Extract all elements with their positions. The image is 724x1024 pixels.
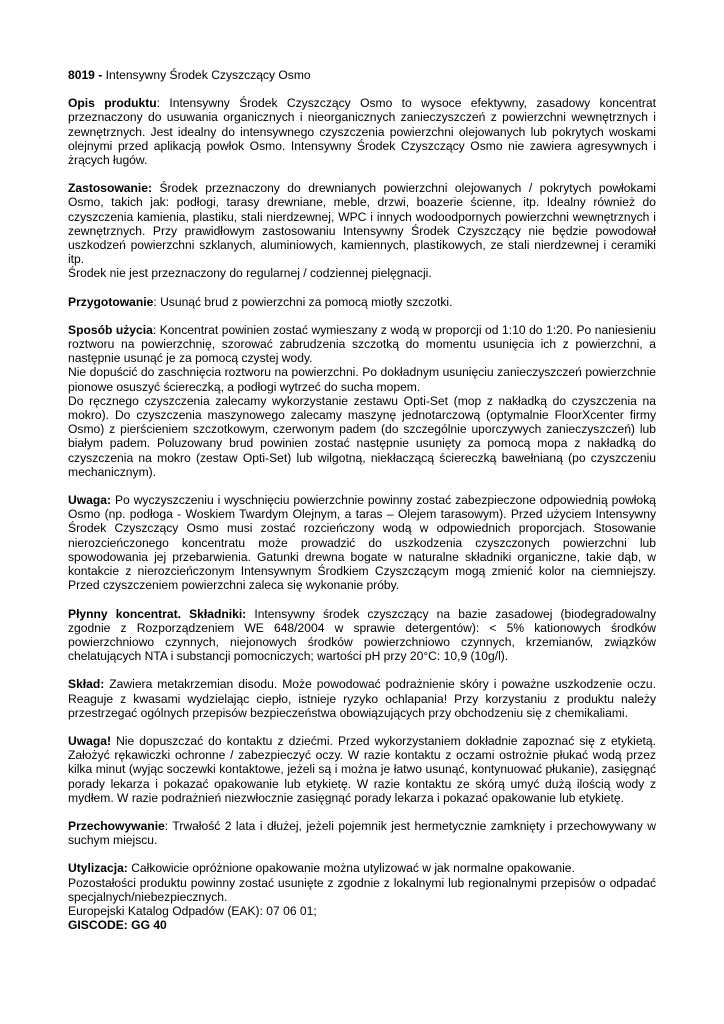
zastosowanie-para [68,181,656,266]
zastosowanie-note: Środek nie jest przeznaczony do regularnej / codziennej pielęgnacji. [68,266,432,281]
section-przygotowanie-label: Przygotowanie [68,294,154,309]
sposob-text-1: : Koncentrat powinien zostać wymieszany z wodą w proporcji od 1:10 do 1:20. Po naniesieniu roztworu na powierzchnię, szorować zabrudzenia szczotką do momentu usunięcia ich z powierzchni, a następnie usunąć je za pomocą czystej wody. [68,322,656,366]
section-plynny-koncentrat [68,607,656,664]
section-przechowywanie-label: Przechowywanie [68,818,165,833]
utylizacja-text-1: Całkowicie opróżnione opakowanie można utylizować w jak normalne opakowanie. [127,861,575,876]
section-sposob [68,323,656,479]
utylizacja-para-3: Europejski Katalog Odpadów (EAK): 07 06 01; [68,903,317,918]
section-sklad-label: Skład: [68,677,105,692]
giscode [68,918,656,932]
section-opis-label: Opis produktu [68,96,157,111]
section-sklad-text: Zawiera metakrzemian disodu. Może powodować podrażnienie skóry i poważne uszkodzenie oczu. Reaguje z kwasami wydzielając ciepło, istnieje ryzyko ochlapania! Przy korzystaniu z produktu należy przestrzegać ogólnych przepisów bezpieczeństwa obowiązujących przy obchodzeniu się z chemikaliami. [68,677,656,720]
section-opis-text: : Intensywny Środek Czyszczący Osmo to wysoce efektywny, zasadowy koncentrat przeznaczony do usuwania organicznych i nieorganicznych zanieczyszczeń z powierzchni wewnętrznych i zewnętrznych. Jest idealny do intensywnego czyszczenia powierzchni olejowanych lub pokrytych woskami olejnymi przed aplikacją powłok Osmo. Intensywny Środek Czyszczący Osmo nie zawiera agresywnych i żrących ługów. [68,96,656,168]
document-body [68,68,656,946]
section-utylizacja [68,861,656,932]
product-name: Intensywny Środek Czyszczący Osmo [102,68,311,82]
product-title [68,68,656,82]
section-zastosowanie-label: Zastosowanie: [68,181,153,196]
section-plynny-text: Intensywny środek czyszczący na bazie zasadowej (biodegradowalny zgodnie z Rozporządzeniem WE 648/2004 w sprawie detergentów): < 5% kationowych środków powierzchniowo czynnych, niejonowych środków powierzchniowo czynnych, krzemianów, związków chelatujących NTA i substancji pomocniczych; wartości pH przy 20°C: 10,9 (10g/l). [68,606,656,664]
product-code: 8019 - [68,68,103,82]
section-uwaga [68,493,656,592]
sposob-para-2: Nie dopuścić do zaschnięcia roztworu na powierzchni. Po dokładnym usunięciu zanieczyszczeń powierzchnie pionowe osuszyć ściereczką, a podłogi wytrzeć do sucha mopem. [68,365,656,394]
utylizacja-para-2: Pozostałości produktu powinny zostać usunięte z zgodnie z lokalnymi lub regionalnymi przepisów o odpadać specjalnych/niebezpiecznych. [68,875,656,904]
section-przygotowanie [68,295,656,309]
section-opis [68,96,656,167]
section-przygotowanie-text: : Usunąć brud z powierzchni za pomocą miotły szczotki. [153,294,453,309]
section-uwaga-label: Uwaga: [68,493,112,508]
giscode-text: GISCODE: GG 40 [68,918,167,933]
section-uwaga-warning-text: Nie dopuszczać do kontaktu z dziećmi. Przed wykorzystaniem dokładnie zapoznać się z etykietą. Założyć rękawiczki ochronne / zabezpieczyć oczy. W razie kontaktu z oczami ostrożnie płukać wodą przez kilka minut (wyjąc soczewki kontaktowe, jeżeli są i można je łatwo usunąć, kontynuować płukanie), zasięgnąć porady lekarza i pokazać opakowanie lub etykietę. W razie kontaktu ze skórą umyć dużą ilością wody z mydłem. W razie podrażnień niezwłocznie zasięgnąć porady lekarza i pokazać opakowanie lub etykietę. [68,733,656,805]
sposob-para-3: Do ręcznego czyszczenia zalecamy wykorzystanie zestawu Opti-Set (mop z nakładką do czyszczenia na mokro). Do czyszczenia maszynowego zalecamy maszynę jednotarczową (optymalnie FloorXcenter firmy Osmo) z pierścieniem szczotkowym, czerwonym padem (do szczególnie uporczywych zanieczyszczeń) lub białym padem. Poluzowany brud powinien zostać następnie usunięty za pomocą mopa z nakładką do czyszczenia na mokro (zestaw Opti-Set) lub wilgotną, niekłaczącą ściereczką bawełnianą (po czyszczeniu mechanicznym). [68,393,656,479]
section-plynny-label: Płynny koncentrat. Składniki: [68,606,247,621]
section-przechowywanie [68,819,656,847]
section-uwaga-warning-label: Uwaga! [68,733,112,748]
sposob-para-1 [68,323,656,366]
section-sposob-label: Sposób użycia [68,322,153,337]
section-zastosowanie-text: Środek przeznaczony do drewnianych powierzchni olejowanych / pokrytych powłokami Osmo, takich jak: podłogi, tarasy drewniane, meble, drzwi, boazerie ścienne, itp. Idealny również do czyszczenia kamienia, plastiku, stali nierdzewnej, WPC i innych wodoodpornych powierzchni wewnętrznych i zewnętrznych. Przy prawidłowym zastosowaniu Intensywny Środek Czyszczący nie będzie powodował uszkodzeń powierzchni szklanych, aluminiowych, kamiennych, plastikowych, ze stali nierdzewnej i ceramiki itp. [68,181,656,267]
section-przechowywanie-text: : Trwałość 2 lata i dłużej, jeżeli pojemnik jest hermetycznie zamknięty i przechowywany w suchym miejscu. [68,818,656,848]
section-sklad [68,677,656,720]
section-utylizacja-label: Utylizacja: [68,861,128,876]
section-uwaga-warning [68,734,656,805]
section-zastosowanie [68,181,656,280]
section-uwaga-text: Po wyczyszczeniu i wyschnięciu powierzchnie powinny zostać zabezpieczone odpowiednią powłoką Osmo (np. podłoga - Woskiem Twardym Olejnym, a taras – Olejem tarasowym). Przed użyciem Intensywny Środek Czyszczący Osmo musi zostać rozcieńczony wodą w odpowiednich proporcjach. Stosowanie nierozcieńczonego koncentratu może prowadzić do uszkodzenia czyszczonych powierzchni lub spowodowania jej przebarwienia. Gatunki drewna bogate w naturalne składniki organiczne, takie dąb, w kontakcie z nierozcieńczonym Intensywnym Środkiem Czyszczącym mogą zmienić kolor na ciemniejszy. Przed czyszczeniem powierzchni zaleca się wykonanie próby. [68,493,656,593]
utylizacja-para-1 [68,861,656,875]
